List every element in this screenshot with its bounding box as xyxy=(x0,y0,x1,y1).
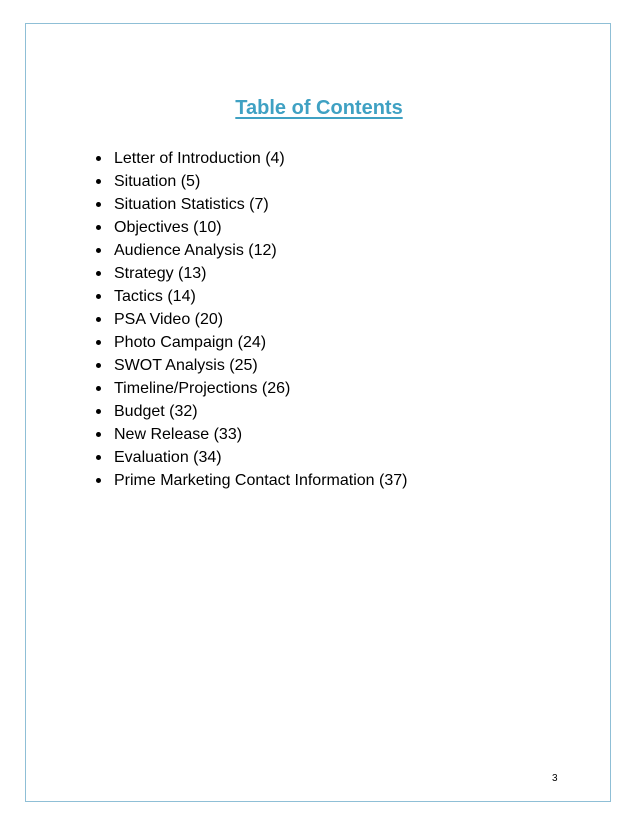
toc-item-label: Budget (32) xyxy=(114,403,198,420)
page-title: Table of Contents xyxy=(235,97,403,119)
toc-item-label: Strategy (13) xyxy=(114,265,207,282)
bullet-dot-icon xyxy=(96,271,101,276)
toc-item-label: Audience Analysis (12) xyxy=(114,242,277,259)
toc-item-label: Situation Statistics (7) xyxy=(114,196,269,213)
toc-item-label: New Release (33) xyxy=(114,426,243,443)
bullet-dot-icon xyxy=(96,363,101,368)
bullet-dot-icon xyxy=(96,409,101,414)
toc-item-label: Situation (5) xyxy=(114,173,201,190)
toc-item-label: PSA Video (20) xyxy=(114,311,224,328)
bullet-dot-icon xyxy=(96,386,101,391)
toc-item-label: Timeline/Projections (26) xyxy=(114,380,291,397)
page-number: 3 xyxy=(552,773,558,784)
toc-item-label: Tactics (14) xyxy=(114,288,196,305)
toc-item-label: Photo Campaign (24) xyxy=(114,334,267,351)
bullet-dot-icon xyxy=(96,340,101,345)
toc-item-label: Prime Marketing Contact Information (37) xyxy=(114,472,408,489)
bullet-dot-icon xyxy=(96,156,101,161)
bullet-dot-icon xyxy=(96,478,101,483)
bullet-dot-icon xyxy=(96,294,101,299)
bullet-dot-icon xyxy=(96,202,101,207)
toc-item-label: Letter of Introduction (4) xyxy=(114,150,285,167)
toc-item-label: SWOT Analysis (25) xyxy=(114,357,258,374)
bullet-dot-icon xyxy=(96,432,101,437)
toc-item-label: Evaluation (34) xyxy=(114,449,222,466)
bullet-dot-icon xyxy=(96,225,101,230)
bullet-dot-icon xyxy=(96,179,101,184)
toc-item-label: Objectives (10) xyxy=(114,219,222,236)
bullet-dot-icon xyxy=(96,455,101,460)
page-border xyxy=(25,23,611,802)
bullet-dot-icon xyxy=(96,317,101,322)
bullet-dot-icon xyxy=(96,248,101,253)
